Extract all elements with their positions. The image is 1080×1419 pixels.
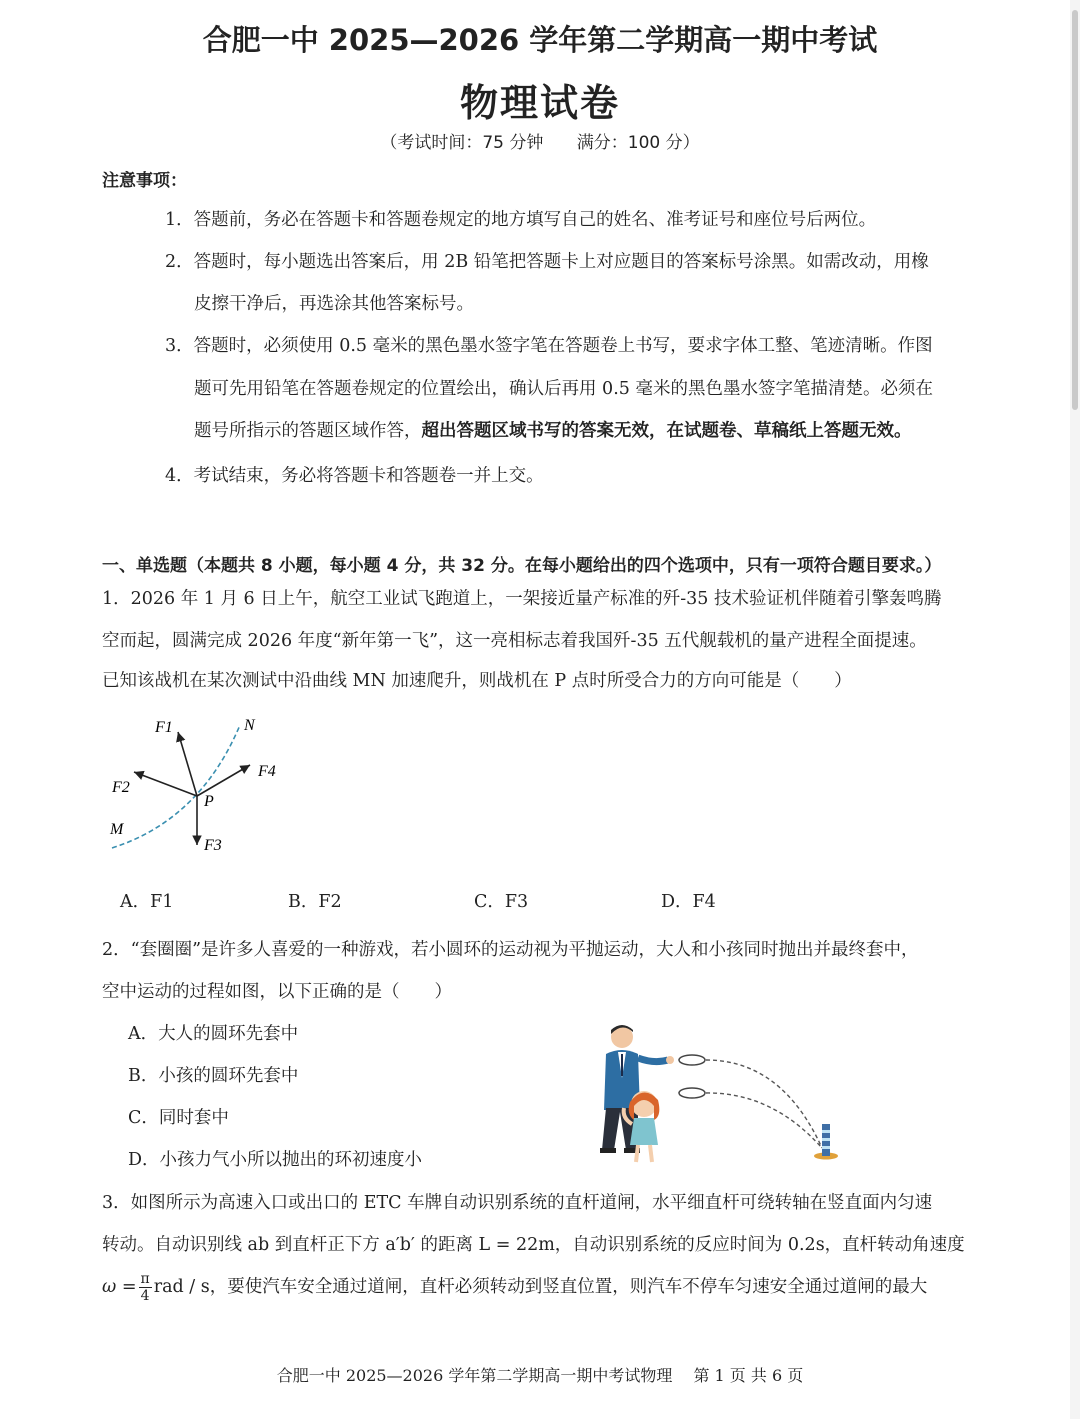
q2-option-a[interactable]: A．大人的圆环先套中 (128, 1024, 299, 1044)
exam-time: （考试时间：75 分钟 (380, 133, 544, 153)
exam-title: 合肥一中 2025—2026 学年第二学期高一期中考试 (202, 23, 878, 57)
label-n: N (244, 717, 255, 734)
force-diagram (100, 710, 300, 860)
notice-line: 3．答题时，必须使用 0.5 毫米的黑色墨水签字笔在答题卷上书写，要求字体工整、笔迹清晰。作图 (165, 336, 933, 356)
notice-heading: 注意事项： (102, 171, 187, 191)
notice-line: 2．答题时，每小题选出答案后，用 2B 铅笔把答题卡上对应题目的答案标号涂黑。如需改动，用橡 (165, 252, 929, 272)
label-f2: F2 (112, 779, 130, 796)
q1-option-a[interactable]: A．F1 (120, 892, 174, 912)
q2-option-c[interactable]: C．同时套中 (128, 1108, 229, 1128)
label-f1: F1 (155, 719, 173, 736)
omega-fraction (139, 1271, 152, 1304)
q2-text: 2．“套圈圈”是许多人喜爱的一种游戏，若小圆环的运动视为平抛运动，大人和小孩同时抛出并最终套中， (102, 940, 919, 960)
page-footer: 合肥一中 2025—2026 学年第二学期高一期中考试物理 第 1 页 共 6 页 (276, 1366, 804, 1385)
ring-adult (679, 1055, 705, 1065)
omega-numerator: π (140, 1271, 150, 1287)
q2-option-d[interactable]: D．小孩力气小所以抛出的环初速度小 (128, 1150, 423, 1170)
exam-meta (0, 128, 1080, 153)
q1-text: 空而起，圆满完成 2026 年度“新年第一飞”，这一亮相标志着我国歼-35 五代舰载机的量产进程全面提速。 (102, 631, 927, 651)
label-f4: F4 (258, 763, 276, 780)
label-m: M (110, 821, 124, 838)
notice-line-prefix: 题号所指示的答题区域作答， (194, 421, 422, 441)
exam-score: 满分：100 分） (576, 133, 700, 153)
q3-text: 转动。自动识别线 ab 到直杆正下方 a′b′ 的距离 L = 22m，自动识别系统的反应时间为 0.2s，直杆转动角速度 (102, 1235, 965, 1255)
q3-text: rad / s，要使汽车安全通过道闸，直杆必须转动到竖直位置，则汽车不停车匀速安全通过道闸的最大 (153, 1277, 928, 1297)
force-f1-arrow (178, 732, 197, 796)
exam-subject: 物理试卷 (459, 81, 620, 125)
q1-option-c[interactable]: C．F3 (474, 892, 529, 912)
force-f4-arrow (197, 765, 250, 796)
target-post (814, 1124, 838, 1160)
ring-child (679, 1088, 705, 1098)
notice-line: 皮擦干净后，再选涂其他答案标号。 (194, 294, 474, 314)
q2-option-b[interactable]: B．小孩的圆环先套中 (128, 1066, 299, 1086)
q2-text: 空中运动的过程如图，以下正确的是（ ） (102, 982, 452, 1002)
section-heading: 一、单选题（本题共 8 小题，每小题 4 分，共 32 分。在每小题给出的四个选项中，只有一项符合题目要求。） (102, 556, 942, 576)
scrollbar-thumb[interactable] (1072, 10, 1078, 410)
q3-text: 3．如图所示为高速入口或出口的 ETC 车牌自动识别系统的直杆道闸，水平细直杆可绕转轴在竖直面内匀速 (102, 1193, 933, 1213)
notice-line-bold: 超出答题区域书写的答案无效，在试题卷、草稿纸上答题无效。 (421, 421, 912, 441)
notice-line: 1．答题前，务必在答题卡和答题卷规定的地方填写自己的姓名、准考证号和座位号后两位。 (165, 210, 877, 230)
notice-line: 题可先用铅笔在答题卷规定的位置绘出，确认后再用 0.5 毫米的黑色墨水签字笔描清楚。必须在 (194, 379, 933, 399)
q1-option-b[interactable]: B．F2 (288, 892, 342, 912)
omega-label: ω = (102, 1277, 137, 1297)
curve-mn (112, 725, 240, 848)
label-p: P (204, 793, 214, 810)
notice-line: 4．考试结束，务必将答题卡和答题卷一并上交。 (165, 466, 544, 486)
force-f2-arrow (134, 772, 197, 796)
q1-text: 已知该战机在某次测试中沿曲线 MN 加速爬升，则战机在 P 点时所受合力的方向可能是（ ） (102, 671, 852, 691)
q1-text: 1．2026 年 1 月 6 日上午，航空工业试飞跑道上，一架接近量产标准的歼-35 技术验证机伴随着引擎轰鸣腾 (102, 589, 942, 609)
q1-option-d[interactable]: D．F4 (661, 892, 716, 912)
label-f3: F3 (204, 837, 222, 854)
omega-denominator: 4 (140, 1288, 150, 1304)
notice-line (194, 417, 912, 442)
ring-toss-illustration (592, 1020, 852, 1170)
q3-text-line3 (102, 1271, 927, 1304)
trajectory-child (706, 1093, 822, 1148)
